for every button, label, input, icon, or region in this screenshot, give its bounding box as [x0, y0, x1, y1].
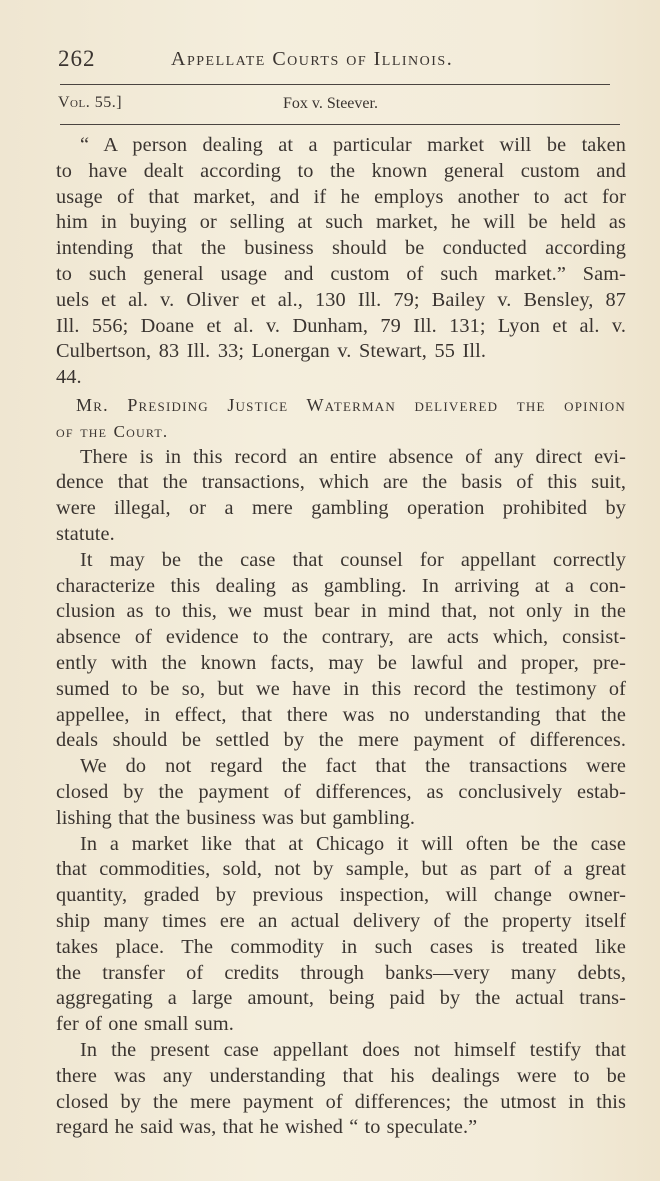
text-line: lishing that the business was but gambling.: [56, 806, 416, 829]
text-line: deals should be settled by the mere payment of differences.: [56, 729, 626, 752]
text-line: statute.: [56, 522, 115, 545]
text-line: closed by the payment of differences, as conclusively estab-: [56, 780, 626, 803]
text-line: to such general usage and custom of such market.” Sam-: [56, 262, 626, 285]
opinion-heading-cont: of the Court.: [56, 421, 169, 441]
text-line: “ A person dealing at a particular market will be taken: [80, 134, 626, 156]
running-head: [58, 46, 528, 80]
text-line: were illegal, or a mere gambling operation prohibited by: [56, 497, 626, 520]
text-line: characterize this dealing as gambling. In arriving at a con-: [56, 574, 626, 597]
text-line: to have dealt according to the known general custom and: [56, 159, 626, 182]
text-line: intending that the business should be conducted according: [56, 237, 626, 260]
case-title: Fox v. Steever.: [283, 95, 378, 112]
text-line: fer of one small sum.: [56, 1013, 234, 1036]
text-line: Culbertson, 83 Ill. 33; Lonergan v. Stewart, 55 Ill. 44.: [56, 340, 486, 389]
page-number: 262: [58, 46, 96, 71]
volume-label: Vol. 55.]: [58, 94, 123, 111]
opinion-heading: Mr. Presiding Justice Waterman delivered the opinion: [76, 395, 626, 415]
text-line: takes place. The commodity in such cases is treated like: [56, 935, 626, 958]
text-line: him in buying or selling at such market, he will be held as: [56, 211, 626, 234]
header-rule: [60, 84, 610, 85]
text-line: quantity, graded by previous inspection, will change owner-: [56, 884, 626, 907]
text-line: ently with the known facts, may be lawful and proper, pre-: [56, 651, 626, 674]
text-line: It may be the case that counsel for appellant correctly: [80, 548, 626, 571]
text-line: aggregating a large amount, being paid by the actual trans-: [56, 987, 626, 1010]
quotation-paragraph: [56, 133, 626, 391]
text-line: absence of evidence to the contrary, are acts which, consist-: [56, 626, 626, 649]
text-line: There is in this record an entire absence of any direct evi-: [80, 445, 626, 468]
text-line: sumed to be so, but we have in this record the testimony of: [56, 677, 626, 700]
text-line: regard he said was, that he wished “ to speculate.”: [56, 1116, 478, 1139]
subheader-rule: [60, 124, 620, 125]
text-line: In the present case appellant does not himself testify that: [80, 1038, 626, 1061]
running-title: Appellate Courts of Illinois.: [171, 48, 454, 70]
text-line: We do not regard the fact that the transactions were: [80, 755, 626, 778]
text-line: appellee, in effect, that there was no understanding that the: [56, 703, 626, 726]
text-line: the transfer of credits through banks—very many debts,: [56, 961, 626, 984]
text-line: Ill. 556; Doane et al. v. Dunham, 79 Ill. 131; Lyon et al. v.: [56, 314, 626, 337]
text-line: usage of that market, and if he employs another to act for: [56, 185, 626, 208]
text-line: closed by the mere payment of differences; the utmost in this: [56, 1090, 626, 1113]
text-line: there was any understanding that his dealings were to be: [56, 1064, 626, 1087]
text-line: clusion as to this, we must bear in mind that, not only in the: [56, 600, 626, 623]
text-line: uels et al. v. Oliver et al., 130 Ill. 79; Bailey v. Bensley, 87: [56, 288, 626, 311]
text-line: dence that the transactions, which are the basis of this suit,: [56, 471, 626, 494]
text-line: that commodities, sold, not by sample, but as part of a great: [56, 858, 626, 881]
text-line: In a market like that at Chicago it will often be the case: [80, 832, 626, 855]
text-line: ship many times ere an actual delivery of the property itself: [56, 909, 626, 932]
opinion-section: [56, 393, 626, 1141]
